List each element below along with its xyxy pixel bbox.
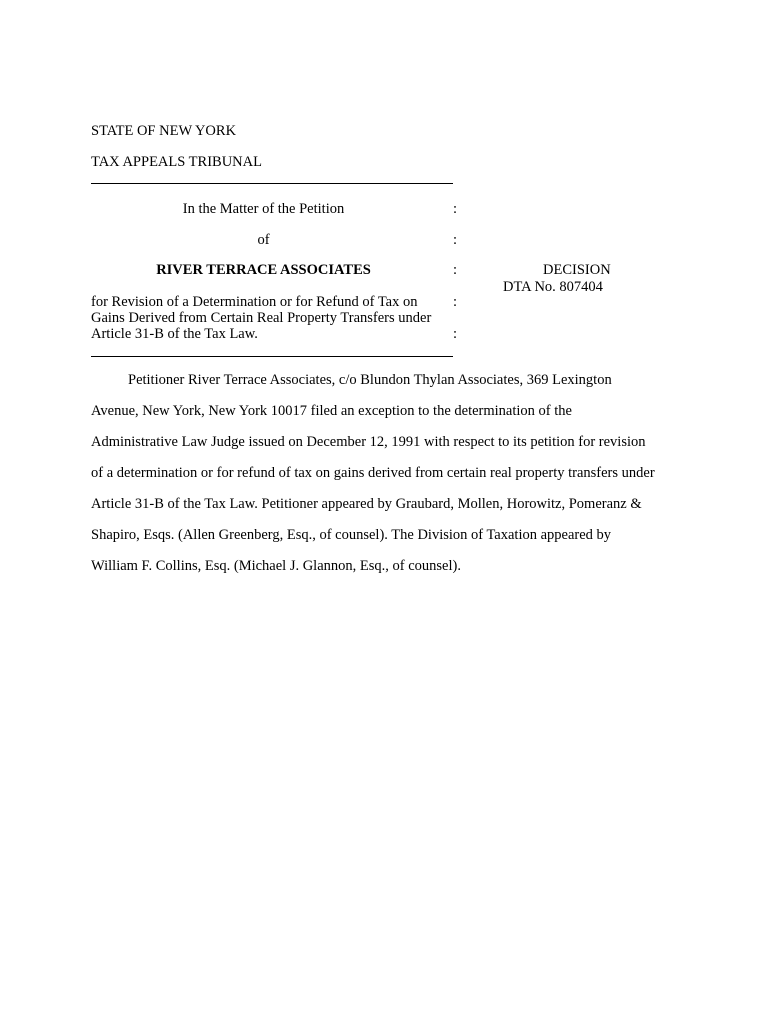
caption-party-name: RIVER TERRACE ASSOCIATES [156, 262, 371, 278]
caption-of: of [257, 232, 270, 248]
dta-number: DTA No. 807404 [503, 279, 603, 295]
caption-colon: : [453, 262, 458, 278]
state-heading: STATE OF NEW YORK [91, 123, 237, 139]
paragraph-line: Administrative Law Judge issued on December 12, 1991 with respect to its petition for revision [91, 434, 646, 450]
caption-colon: : [453, 294, 458, 310]
paragraph-line: Petitioner River Terrace Associates, c/o Blundon Thylan Associates, 369 Lexington [128, 372, 612, 388]
paragraph-line: Avenue, New York, New York 10017 filed an exception to the determination of the [91, 403, 572, 419]
caption-colon: : [453, 326, 458, 342]
caption-colon: : [453, 201, 458, 217]
caption-bottom-rule [91, 356, 453, 357]
caption-colon: : [453, 232, 458, 248]
caption-top-rule [91, 183, 453, 184]
paragraph-line: Shapiro, Esqs. (Allen Greenberg, Esq., of counsel). The Division of Taxation appeared by [91, 527, 612, 543]
paragraph-line: William F. Collins, Esq. (Michael J. Glannon, Esq., of counsel). [91, 558, 461, 574]
caption-matter: In the Matter of the Petition [182, 201, 345, 217]
paragraph-line: Article 31-B of the Tax Law. Petitioner appeared by Graubard, Mollen, Horowitz, Pomeranz & [91, 496, 642, 512]
tribunal-heading: TAX APPEALS TRIBUNAL [91, 154, 262, 170]
decision-label: DECISION [543, 262, 611, 278]
caption-purpose: for Revision of a Determination or for Refund of Tax on Gains Derived from Certain Real Property Transfers under Article 31-B of the Tax Law. [91, 294, 432, 342]
paragraph-line: of a determination or for refund of tax on gains derived from certain real property transfers under [91, 465, 655, 481]
